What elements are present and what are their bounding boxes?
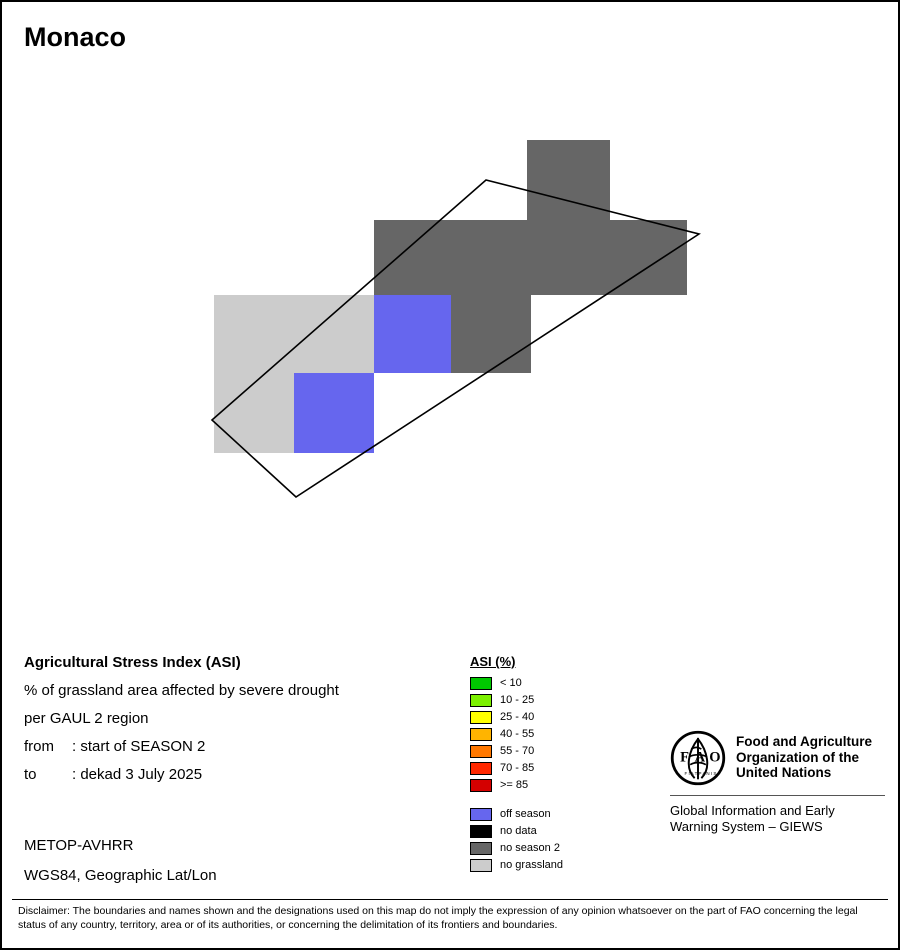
asi-special-item <box>470 823 660 840</box>
asi-class-swatch <box>470 677 492 690</box>
svg-text:A: A <box>694 749 706 766</box>
asi-class-item <box>470 743 660 760</box>
projection-label: WGS84, Geographic Lat/Lon <box>24 867 217 884</box>
asi-special-swatch <box>470 842 492 855</box>
map-cell-no-season-2 <box>451 295 531 373</box>
map-cell-off-season <box>294 373 374 453</box>
info-row-to-value: : dekad 3 July 2025 <box>72 766 203 783</box>
sensor-label: METOP-AVHRR <box>24 837 134 854</box>
info-heading: Agricultural Stress Index (ASI) <box>24 654 241 671</box>
info-row-from-value: : start of SEASON 2 <box>72 738 206 755</box>
asi-special-label: off season <box>500 808 551 820</box>
asi-class-swatch <box>470 779 492 792</box>
asi-class-swatch <box>470 728 492 741</box>
asi-special-swatch <box>470 808 492 821</box>
asi-class-label: 40 - 55 <box>500 728 535 740</box>
map-cell-no-season-2 <box>374 220 687 295</box>
asi-class-item <box>470 692 660 709</box>
fao-system-name: Global Information and Early Warning System – GIEWS <box>670 803 835 834</box>
asi-legend-title: ASI (%) <box>470 654 516 669</box>
info-row-from-key: from <box>24 738 54 755</box>
asi-class-item <box>470 709 660 726</box>
info-row-to-key: to <box>24 766 37 783</box>
info-row-to <box>24 766 454 783</box>
map-cell-off-season <box>374 295 451 373</box>
svg-text:F: F <box>680 749 689 766</box>
asi-legend <box>470 654 660 874</box>
asi-class-swatch <box>470 711 492 724</box>
fao-organization-name: Food and Agriculture Organization of the United Nations <box>736 734 872 780</box>
asi-special-item <box>470 806 660 823</box>
asi-legend-special-list <box>470 806 660 874</box>
map-info-block <box>24 654 454 794</box>
svg-text:O: O <box>709 749 721 766</box>
fao-divider <box>670 795 885 796</box>
asi-class-label: 70 - 85 <box>500 762 535 774</box>
asi-class-swatch <box>470 762 492 775</box>
asi-special-item <box>470 857 660 874</box>
asi-class-item <box>470 726 660 743</box>
disclaimer-text: Disclaimer: The boundaries and names shown and the designations used on this map do not imply the expression of any opinion whatsoever on the part of FAO concerning the legal status of any country, territory, area or of its authorities, or concerning the delimitation of its frontiers and boundaries. <box>18 905 858 931</box>
asi-class-item <box>470 777 660 794</box>
asi-class-label: < 10 <box>500 677 522 689</box>
svg-text:F I A T P A N I S: F I A T P A N I S <box>684 770 717 776</box>
disclaimer-divider <box>12 899 888 900</box>
map-graphic <box>2 72 898 632</box>
asi-special-swatch <box>470 825 492 838</box>
asi-class-label: >= 85 <box>500 779 529 791</box>
info-subtitle-1: % of grassland area affected by severe drought <box>24 682 339 699</box>
asi-class-label: 25 - 40 <box>500 711 535 723</box>
asi-class-item <box>470 675 660 692</box>
asi-special-item <box>470 840 660 857</box>
asi-special-label: no data <box>500 825 537 837</box>
fao-branding-block <box>670 730 885 835</box>
page-title: Monaco <box>24 22 127 52</box>
asi-special-swatch <box>470 859 492 872</box>
map-raster-cells <box>214 140 687 453</box>
asi-class-item <box>470 760 660 777</box>
asi-class-label: 10 - 25 <box>500 694 535 706</box>
asi-special-label: no grassland <box>500 859 563 871</box>
info-row-from <box>24 738 454 755</box>
asi-class-label: 55 - 70 <box>500 745 535 757</box>
asi-legend-class-list <box>470 675 660 794</box>
map-source-block <box>24 837 217 897</box>
asi-special-label: no season 2 <box>500 842 560 854</box>
info-subtitle-2: per GAUL 2 region <box>24 710 149 727</box>
asi-class-swatch <box>470 694 492 707</box>
asi-class-swatch <box>470 745 492 758</box>
fao-logo-icon <box>670 730 726 786</box>
